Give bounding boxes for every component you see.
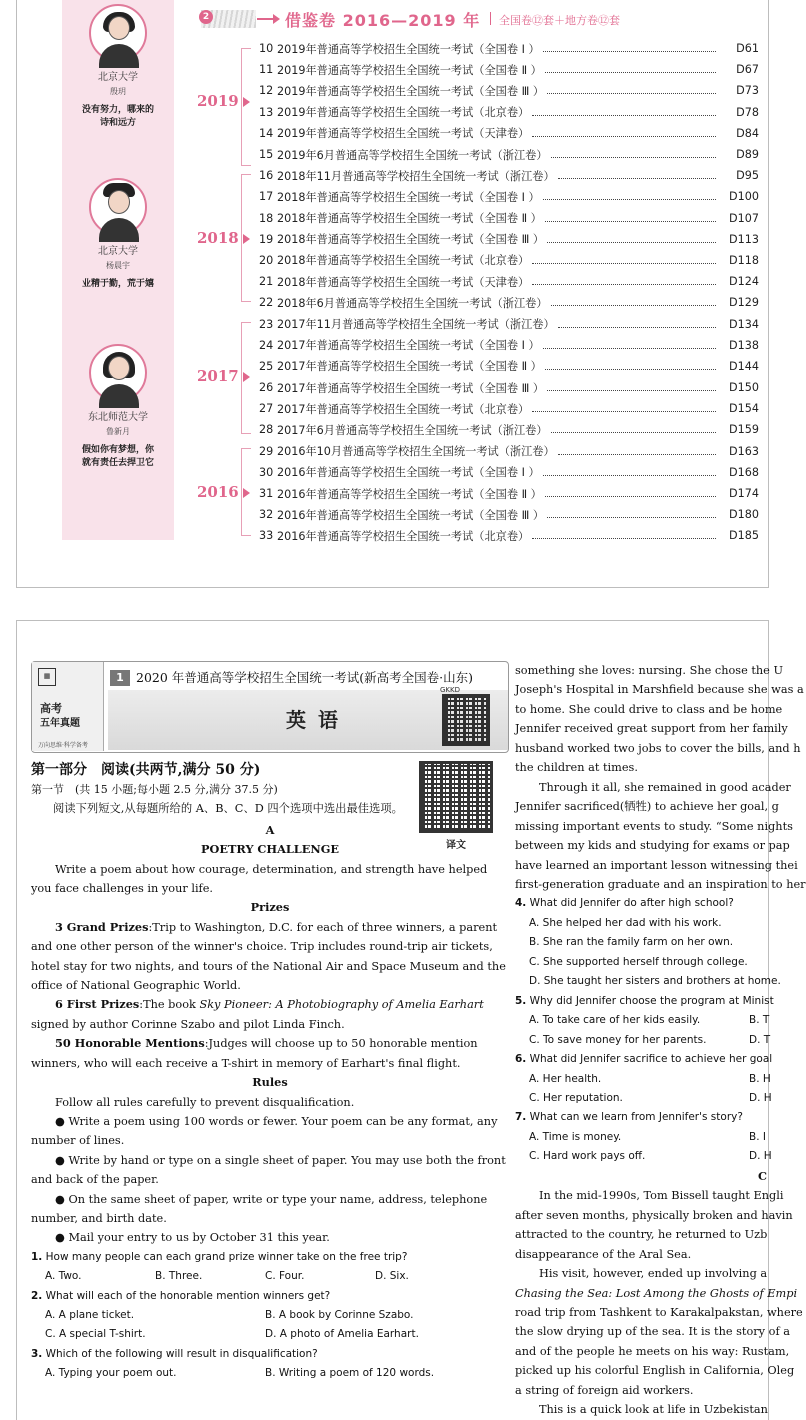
toc-leader-dots (543, 342, 716, 349)
student-name: 殷玥 (110, 87, 126, 96)
left-column (31, 761, 509, 1384)
toc-leader-dots (558, 448, 716, 455)
avatar (89, 4, 147, 62)
toc-leader-dots (543, 193, 716, 200)
text-line: road trip from Tashkent to Karakalpakstan, where (515, 1305, 803, 1319)
exam-header (31, 661, 509, 753)
toc-title: 2019年普通高等学校招生全国统一考试（天津卷） (277, 127, 530, 141)
toc-page-number: D124 (729, 275, 759, 289)
toc-leader-dots (543, 45, 716, 52)
text-line: Joseph's Hospital in Marshfield because she was a (515, 683, 804, 697)
text-line: a string of foreign aid workers. (515, 1383, 694, 1397)
section-intro: 第一节 (共 15 小题;每小题 2.5 分,满分 37.5 分) (31, 783, 278, 797)
toc-title: 2017年普通高等学校招生全国统一考试（全国卷 Ⅰ ） (277, 339, 540, 353)
question-options: A. To take care of her kids easily. B. T (529, 1014, 770, 1027)
text-line: Through it all, she remained in good acader (539, 780, 791, 794)
toc-row[interactable] (259, 398, 759, 419)
toc-title: 2019年普通高等学校招生全国统一考试（全国卷 Ⅱ ） (277, 63, 542, 77)
qr-code-icon[interactable] (442, 694, 490, 746)
text-line: after seven months, physically broken and havin (515, 1208, 793, 1222)
toc-number: 13 (259, 105, 274, 119)
toc-leader-dots (551, 151, 716, 158)
toc-number: 30 (259, 465, 274, 479)
toc-row[interactable] (259, 441, 759, 462)
question-options: C. Her reputation. D. H (529, 1091, 772, 1104)
toc-number: 28 (259, 423, 274, 437)
toc-leader-dots (532, 405, 716, 412)
toc-number: 22 (259, 296, 274, 310)
text-line: and of the people he meets on his way: Rustam, (515, 1344, 790, 1358)
toc-page-number: D107 (729, 211, 759, 225)
toc-title: 2018年6月普通高等学校招生全国统一考试（浙江卷） (277, 296, 548, 310)
toc-title: 2019年普通高等学校招生全国统一考试（全国卷 Ⅰ ） (277, 42, 540, 56)
toc-row[interactable] (259, 525, 759, 546)
toc-row[interactable] (259, 208, 759, 229)
toc-number: 29 (259, 444, 274, 458)
question: 1. How many people can each grand prize winner take on the free trip? (31, 1250, 408, 1263)
grand-prize-para: 3 Grand Prizes:Trip to Washington, D.C. for each of three winners, a parent and one other person of the winner's choice. Trip includes round-trip air tickets, hotel stay for two nights, and tours of the National Air and Space Museum and the office of National Geographic World. (31, 919, 506, 993)
prizes-heading: Prizes (250, 900, 290, 915)
toc-title: 2019年普通高等学校招生全国统一考试（全国卷 Ⅲ ） (277, 84, 545, 98)
section-subtitle: 全国卷⑫套＋地方卷⑫套 (499, 14, 620, 27)
student-name: 鲁新月 (106, 427, 130, 436)
toc-page (16, 0, 769, 588)
toc-row[interactable] (259, 462, 759, 483)
question: 3. Which of the following will result in disqualification? (31, 1347, 318, 1360)
toc-number: 25 (259, 359, 274, 373)
toc-row[interactable] (259, 144, 759, 165)
toc-leader-dots (545, 490, 716, 497)
toc-title: 2016年普通高等学校招生全国统一考试（全国卷 Ⅲ ） (277, 508, 545, 522)
text-line: have learned an important lesson witnessing thei (515, 858, 798, 872)
text-line: In the mid-1990s, Tom Bissell taught Engli (539, 1189, 784, 1203)
toc-row[interactable] (259, 80, 759, 101)
toc-row[interactable] (259, 186, 759, 207)
toc-page-number: D154 (729, 402, 759, 416)
toc-number: 12 (259, 84, 274, 98)
toc-page-number: D118 (729, 253, 759, 267)
toc-number: 27 (259, 402, 274, 416)
question: 4. What did Jennifer do after high school? (515, 897, 734, 910)
student-sidebar (62, 0, 174, 540)
toc-number: 20 (259, 253, 274, 267)
passage-intro: Write a poem about how courage, determination, and strength have helped you face challenges in your life. (31, 862, 488, 896)
toc-row[interactable] (259, 504, 759, 525)
student-quote: 没有努力，哪来的 诗和远方 (81, 105, 154, 128)
toc-title: 2017年普通高等学校招生全国统一考试（全国卷 Ⅲ ） (277, 381, 545, 395)
series-logo (32, 662, 104, 751)
toc-row[interactable] (259, 250, 759, 271)
student-quote: 业精于勤，荒于嬉 (81, 279, 154, 289)
toc-number: 31 (259, 487, 274, 501)
question-options: A. Typing your poem out. B. Writing a poem of 120 words. (45, 1367, 435, 1380)
toc-title: 2018年普通高等学校招生全国统一考试（全国卷 Ⅱ ） (277, 212, 542, 226)
toc-number: 19 (259, 232, 274, 246)
toc-row[interactable] (259, 271, 759, 292)
toc-leader-dots (545, 66, 716, 73)
text-line: between my kids and studying for exams or pap (515, 839, 790, 853)
toc-leader-dots (547, 384, 716, 391)
qr-label: GKKD (440, 686, 460, 694)
passage-title: POETRY CHALLENGE (201, 842, 339, 857)
question: 5. Why did Jennifer choose the program at Minist (515, 994, 774, 1007)
student-profile (62, 344, 174, 470)
student-profile (62, 178, 174, 291)
toc-title: 2017年6月普通高等学校招生全国统一考试（浙江卷） (277, 423, 548, 437)
toc-number: 21 (259, 275, 274, 289)
toc-page-number: D163 (729, 444, 759, 458)
question: 2. What will each of the honorable mention winners get? (31, 1289, 331, 1302)
text-line: the children at times. (515, 761, 638, 775)
toc-page-number: D67 (736, 63, 759, 77)
toc-leader-dots (532, 532, 716, 539)
toc-leader-dots (551, 299, 716, 306)
student-profile (62, 4, 174, 130)
passage-letter: A (265, 822, 275, 837)
triangle-icon (243, 97, 250, 107)
text-line: Jennifer received great support from her family (515, 722, 788, 736)
student-university: 北京大学 (98, 72, 138, 83)
question-option: C. She supported herself through college. (529, 955, 748, 968)
rules-intro: Follow all rules carefully to prevent disqualification. (55, 1095, 355, 1109)
triangle-icon (243, 372, 250, 382)
toc-row[interactable] (259, 229, 759, 250)
text-line: His visit, however, ended up involving a (539, 1267, 768, 1281)
toc-page-number: D84 (736, 126, 759, 140)
text-line: picked up his colorful English in California, Oleg (515, 1364, 795, 1378)
logo-icon: ▦ (38, 668, 56, 686)
toc-leader-dots (547, 236, 716, 243)
toc-list (259, 38, 759, 547)
student-university: 北京大学 (98, 246, 138, 257)
text-line: Jennifer sacrificed(牺牲) to achieve her goal, g (515, 800, 779, 814)
toc-row[interactable] (259, 313, 759, 334)
toc-number: 24 (259, 338, 274, 352)
year-label: 2017 (197, 367, 239, 385)
toc-title: 2018年普通高等学校招生全国统一考试（全国卷 Ⅲ ） (277, 233, 545, 247)
toc-leader-dots (547, 511, 716, 518)
year-label: 2018 (197, 229, 239, 247)
student-university: 东北师范大学 (88, 412, 148, 423)
toc-leader-dots (543, 469, 716, 476)
toc-page-number: D159 (729, 423, 759, 437)
triangle-icon (243, 488, 250, 498)
text-line: to home. She could drive to class and be home (515, 702, 783, 716)
toc-row[interactable] (259, 377, 759, 398)
toc-row[interactable] (259, 38, 759, 59)
toc-number: 10 (259, 42, 274, 56)
year-bracket (241, 48, 251, 166)
toc-leader-dots (532, 109, 716, 116)
toc-page-number: D150 (729, 381, 759, 395)
arrow-head-icon (273, 14, 280, 24)
rule-item: ● Write a poem using 100 words or fewer. Your poem can be any format, any number of lines. (31, 1114, 498, 1148)
toc-page-number: D168 (729, 465, 759, 479)
logo-footer: 万向思维·科学备考 (38, 742, 88, 749)
question-option: B. She ran the family farm on her own. (529, 936, 734, 949)
passage-letter: C (758, 1168, 767, 1183)
toc-page-number: D73 (736, 84, 759, 98)
right-column (515, 661, 806, 1420)
toc-number: 23 (259, 317, 274, 331)
toc-row[interactable] (259, 419, 759, 440)
toc-row[interactable] (259, 59, 759, 80)
exam-number: 1 (110, 670, 130, 686)
toc-title: 2017年11月普通高等学校招生全国统一考试（浙江卷） (277, 318, 555, 332)
toc-row[interactable] (259, 335, 759, 356)
toc-title: 2018年11月普通高等学校招生全国统一考试（浙江卷） (277, 169, 555, 183)
exam-title: 2020 年普通高等学校招生全国统一考试(新高考全国卷·山东) (136, 670, 474, 685)
toc-page-number: D113 (729, 232, 759, 246)
toc-row[interactable] (259, 483, 759, 504)
toc-leader-dots (558, 172, 716, 179)
toc-leader-dots (532, 130, 716, 137)
toc-page-number: D61 (736, 42, 759, 56)
question-option: D. She taught her sisters and brothers at home. (529, 975, 781, 988)
toc-leader-dots (547, 87, 716, 94)
text-line: missing important events to study. “Some nights (515, 819, 793, 833)
toc-row[interactable] (259, 123, 759, 144)
toc-number: 33 (259, 529, 274, 543)
toc-title: 2016年普通高等学校招生全国统一考试（全国卷 Ⅰ ） (277, 466, 540, 480)
toc-number: 15 (259, 148, 274, 162)
text-line: first-generation graduate and an inspiration to her (515, 877, 806, 891)
question-options: A. Two. B. Three. C. Four. D. Six. (45, 1270, 409, 1283)
toc-title: 2018年普通高等学校招生全国统一考试（北京卷） (277, 254, 530, 268)
toc-row[interactable] (259, 102, 759, 123)
text-line: something she loves: nursing. She chose the U (515, 664, 783, 677)
logo-line2: 五年真题 (40, 718, 80, 729)
toc-title: 2018年普通高等学校招生全国统一考试（天津卷） (277, 275, 530, 289)
question-options: A. A plane ticket. B. A book by Corinne Szabo. C. A special T-shirt. D. A photo of Amelia Earhart. (45, 1308, 419, 1341)
student-name: 杨晨宇 (106, 261, 130, 270)
toc-title: 2016年普通高等学校招生全国统一考试（全国卷 Ⅱ ） (277, 487, 542, 501)
toc-number: 17 (259, 190, 274, 204)
rules-heading: Rules (252, 1075, 288, 1090)
toc-title: 2019年6月普通高等学校招生全国统一考试（浙江卷） (277, 148, 548, 162)
toc-row[interactable] (259, 356, 759, 377)
toc-page-number: D134 (729, 317, 759, 331)
year-label: 2016 (197, 483, 239, 501)
text-line: This is a quick look at life in Uzbekistan (539, 1403, 768, 1417)
toc-number: 26 (259, 381, 274, 395)
toc-page-number: D180 (729, 508, 759, 522)
question-options: A. Time is money. B. I (529, 1130, 766, 1143)
rule-item: ● Mail your entry to us by October 31 this year. (55, 1231, 330, 1245)
toc-number: 18 (259, 211, 274, 225)
triangle-icon (243, 234, 250, 244)
question-option: A. She helped her dad with his work. (529, 916, 722, 929)
toc-leader-dots (558, 321, 716, 328)
toc-leader-dots (532, 278, 716, 285)
toc-page-number: D129 (729, 296, 759, 310)
toc-leader-dots (551, 426, 716, 433)
exam-page (16, 620, 806, 1420)
toc-row[interactable] (259, 165, 759, 186)
toc-page-number: D78 (736, 105, 759, 119)
honorable-mention-para: 50 Honorable Mentions:Judges will choose up to 50 honorable mention winners, who will each receive a T-shirt in memory of Earhart's final flight. (31, 1036, 478, 1070)
toc-page-number: D144 (729, 359, 759, 373)
student-quote: 假如你有梦想，你 就有责任去捍卫它 (81, 445, 154, 468)
toc-title: 2019年普通高等学校招生全国统一考试（北京卷） (277, 106, 530, 120)
toc-leader-dots (532, 257, 716, 264)
toc-page-number: D185 (729, 529, 759, 543)
toc-title: 2017年普通高等学校招生全国统一考试（全国卷 Ⅱ ） (277, 360, 542, 374)
toc-page-number: D89 (736, 148, 759, 162)
toc-title: 2017年普通高等学校招生全国统一考试（北京卷） (277, 402, 530, 416)
text-line: husband worked two jobs to cover the bills, and h (515, 741, 801, 755)
toc-leader-dots (545, 363, 716, 370)
text-line: attracted to the country, he returned to Uzb (515, 1228, 768, 1242)
exam-subject: 英语 (286, 708, 350, 732)
toc-title: 2016年普通高等学校招生全国统一考试（北京卷） (277, 529, 530, 543)
toc-number: 32 (259, 508, 274, 522)
toc-number: 11 (259, 63, 274, 77)
section-badge: 2 (199, 10, 213, 24)
toc-page-number: D138 (729, 338, 759, 352)
toc-number: 16 (259, 169, 274, 183)
toc-page-number: D174 (729, 487, 759, 501)
question: 6. What did Jennifer sacrifice to achieve her goal (515, 1053, 773, 1066)
rule-item: ● Write by hand or type on a single sheet of paper. You may use both the front and back of the paper. (31, 1153, 506, 1187)
section-title: 借鉴卷 2016—2019 年 (285, 11, 481, 30)
toc-leader-dots (545, 215, 716, 222)
toc-title: 2018年普通高等学校招生全国统一考试（全国卷 Ⅰ ） (277, 190, 540, 204)
divider (490, 12, 491, 25)
question: 7. What can we learn from Jennifer's story? (515, 1111, 743, 1124)
section-header (199, 6, 759, 32)
translation-label: 译文 (446, 840, 466, 851)
rule-item: ● On the same sheet of paper, write or type your name, address, telephone number, and birth date. (31, 1192, 488, 1225)
avatar (89, 178, 147, 236)
first-prize-para: 6 First Prizes:The book Sky Pioneer: A Photobiography of Amelia Earhart signed by author Corinne Szabo and pilot Linda Finch. (31, 997, 484, 1031)
question-options: C. To save money for her parents. D. T (529, 1033, 771, 1046)
toc-title: 2016年10月普通高等学校招生全国统一考试（浙江卷） (277, 445, 555, 459)
book-title: Chasing the Sea: Lost Among the Ghosts of Empi (515, 1286, 798, 1300)
part-title: 第一部分 阅读(共两节,满分 50 分) (31, 762, 261, 778)
year-label: 2019 (197, 92, 239, 110)
logo-line1: 高考 (40, 702, 62, 715)
text-line: the slow drying up of the sea. It is the story of a (515, 1325, 790, 1339)
toc-number: 14 (259, 126, 274, 140)
toc-page-number: D100 (729, 190, 759, 204)
avatar (89, 344, 147, 402)
question-options: A. Her health. B. H (529, 1072, 771, 1085)
instructions: 阅读下列短文,从每题所给的 A、B、C、D 四个选项中选出最佳选项。 (53, 802, 403, 816)
question-options: C. Hard work pays off. D. H (529, 1150, 772, 1163)
toc-page-number: D95 (736, 169, 759, 183)
toc-row[interactable] (259, 292, 759, 313)
text-line: disappearance of the Aral Sea. (515, 1247, 692, 1261)
